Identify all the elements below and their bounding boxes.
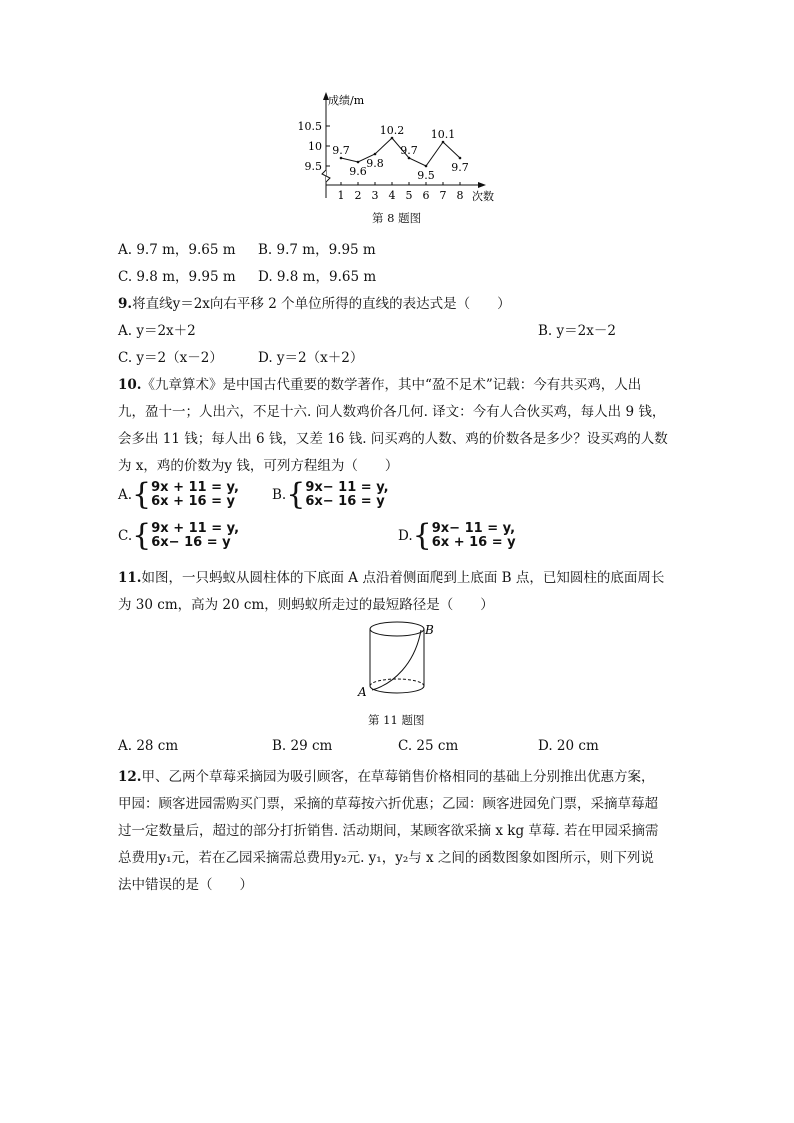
- q10-option-b[interactable]: [272, 477, 389, 512]
- data-label: 9.5: [417, 169, 435, 182]
- q12-line-2: 甲园：顾客进园需购买门票，采摘的草莓按六折优惠；乙园：顾客进园免门票，采摘草莓超: [118, 796, 658, 812]
- equation: 6x + 16 = y: [431, 535, 516, 550]
- brace-icon: {: [412, 518, 432, 553]
- q11-option-b[interactable]: B. 29 cm: [272, 738, 333, 754]
- x-tick-label: 2: [354, 189, 362, 202]
- q11-figure-caption: 第 11 题图: [368, 713, 425, 727]
- cylinder-bottom-front: [370, 686, 424, 693]
- axis-break: [322, 170, 330, 182]
- equation-system: [151, 481, 239, 509]
- x-tick-label: 4: [388, 189, 396, 202]
- q11-line-2: 为 30 cm，高为 20 cm，则蚂蚁所走过的最短路径是（ ）: [118, 597, 494, 613]
- q12-line-5: 法中错误的是（ ）: [118, 877, 253, 893]
- equation: 9x− 11 = y,: [431, 521, 516, 536]
- brace-icon: {: [132, 477, 152, 512]
- x-tick-label: 5: [405, 189, 413, 202]
- q10-option-c[interactable]: [118, 518, 240, 553]
- q12-text-1: 甲、乙两个草莓采摘园为吸引顾客，在草莓销售价格相同的基础上分别推出优惠方案，: [141, 769, 655, 785]
- data-point: [442, 141, 445, 144]
- q10-number: 10.: [118, 377, 142, 393]
- data-label: 9.7: [400, 144, 418, 157]
- option-label: C.: [118, 528, 133, 544]
- brace-icon: {: [286, 477, 306, 512]
- q12-line-4: 总费用y₁元，若在乙园采摘需总费用y₂元. y₁，y₂与 x 之间的函数图象如图所示，则下列说: [118, 850, 654, 866]
- q9-stem: [118, 292, 511, 312]
- y-axis-label: 成绩/m: [328, 94, 365, 107]
- q8-figure-caption: 第 8 题图: [372, 211, 422, 225]
- y-tick-label: 9.5: [304, 160, 322, 173]
- point-b-label: B: [425, 623, 434, 637]
- x-tick-label: 8: [456, 189, 464, 202]
- data-label: 9.6: [349, 165, 367, 178]
- q8-line-chart: [290, 88, 510, 218]
- q8-option-a[interactable]: A. 9.7 m，9.65 m: [118, 242, 236, 258]
- cylinder-top-ellipse: [370, 622, 424, 636]
- y-tick-label: 10: [308, 140, 322, 153]
- q11-line-1: [118, 566, 664, 586]
- equation: 6x− 16 = y: [305, 494, 385, 509]
- q10-line-1: [118, 373, 641, 393]
- x-tick-label: 1: [337, 189, 345, 202]
- data-point: [374, 153, 377, 156]
- q11-option-d[interactable]: D. 20 cm: [538, 738, 599, 754]
- q9-text: 将直线y＝2x向右平移 2 个单位所得的直线的表达式是（ ）: [132, 296, 511, 312]
- equation: 6x− 16 = y: [151, 535, 231, 550]
- cylinder-bottom-back: [370, 679, 424, 686]
- y-tick-label: 10.5: [297, 120, 322, 133]
- equation: 6x + 16 = y: [151, 494, 236, 509]
- equation: 9x− 11 = y,: [305, 480, 389, 495]
- brace-icon: {: [132, 518, 152, 553]
- equation-system: [305, 481, 388, 509]
- x-axis-arrow: [478, 182, 486, 188]
- data-point: [357, 161, 360, 164]
- q10-line-2: 九，盈十一；人出六，不足十六. 问人数鸡价各几何. 译文：今有人合伙买鸡，每人出 9 钱，: [118, 404, 666, 420]
- equation-system: [432, 522, 516, 550]
- q10-option-a[interactable]: [118, 477, 239, 512]
- data-label: 10.1: [430, 128, 456, 141]
- q10-option-d[interactable]: [398, 518, 516, 553]
- q10-line-4: 为 x，鸡的价数为y 钱，可列方程组为（ ）: [118, 458, 399, 474]
- q11-cylinder-figure: [355, 614, 440, 704]
- equation: 9x + 11 = y,: [151, 480, 239, 495]
- q12-line-1: [118, 765, 655, 785]
- data-point: [425, 165, 428, 168]
- data-point: [408, 157, 411, 160]
- q11-number: 11.: [118, 570, 142, 586]
- q10-line-3: 会多出 11 钱；每人出 6 钱，又差 16 钱. 问买鸡的人数、鸡的价数各是多少？设买鸡的人数: [118, 431, 668, 447]
- q10-text-1: 《九章算术》是中国古代重要的数学著作，其中“盈不足术”记载：今有共买鸡，人出: [141, 377, 642, 393]
- option-label: B.: [272, 487, 287, 503]
- q8-option-b[interactable]: B. 9.7 m，9.95 m: [258, 242, 376, 258]
- data-point: [391, 137, 394, 140]
- x-tick-label: 6: [422, 189, 430, 202]
- q11-option-a[interactable]: A. 28 cm: [118, 738, 179, 754]
- q12-number: 12.: [118, 769, 142, 785]
- x-tick-label: 3: [371, 189, 379, 202]
- point-a-label: A: [358, 685, 367, 699]
- x-tick-label: 7: [439, 189, 447, 202]
- q12-line-3: 过一定数量后，超过的部分打折销售. 活动期间，某顾客欲采摘 x kg 草莓. 若在甲园采摘需: [118, 823, 659, 839]
- equation: 9x + 11 = y,: [151, 521, 240, 536]
- q11-text-1: 如图，一只蚂蚁从圆柱体的下底面 A 点沿着侧面爬到上底面 B 点，已知圆柱的底面周长: [141, 570, 665, 586]
- data-label: 9.8: [366, 157, 384, 170]
- q9-option-a[interactable]: A. y＝2x＋2: [118, 323, 196, 339]
- x-axis-label: 次数: [472, 190, 494, 203]
- q11-option-c[interactable]: C. 25 cm: [398, 738, 459, 754]
- q9-option-d[interactable]: D. y＝2（x＋2）: [258, 350, 364, 366]
- data-point: [459, 157, 462, 160]
- q9-option-b[interactable]: B. y＝2x－2: [538, 323, 616, 339]
- data-point: [340, 157, 343, 160]
- data-label: 9.7: [332, 144, 350, 157]
- q9-option-c[interactable]: C. y＝2（x－2）: [118, 350, 223, 366]
- data-label: 9.7: [451, 161, 469, 174]
- equation-system: [151, 522, 239, 550]
- data-label: 10.2: [379, 124, 405, 137]
- q8-option-c[interactable]: C. 9.8 m，9.95 m: [118, 269, 236, 285]
- option-label: A.: [118, 487, 133, 503]
- q8-option-d[interactable]: D. 9.8 m，9.65 m: [258, 269, 377, 285]
- option-label: D.: [398, 528, 413, 544]
- q9-number: 9.: [118, 296, 133, 312]
